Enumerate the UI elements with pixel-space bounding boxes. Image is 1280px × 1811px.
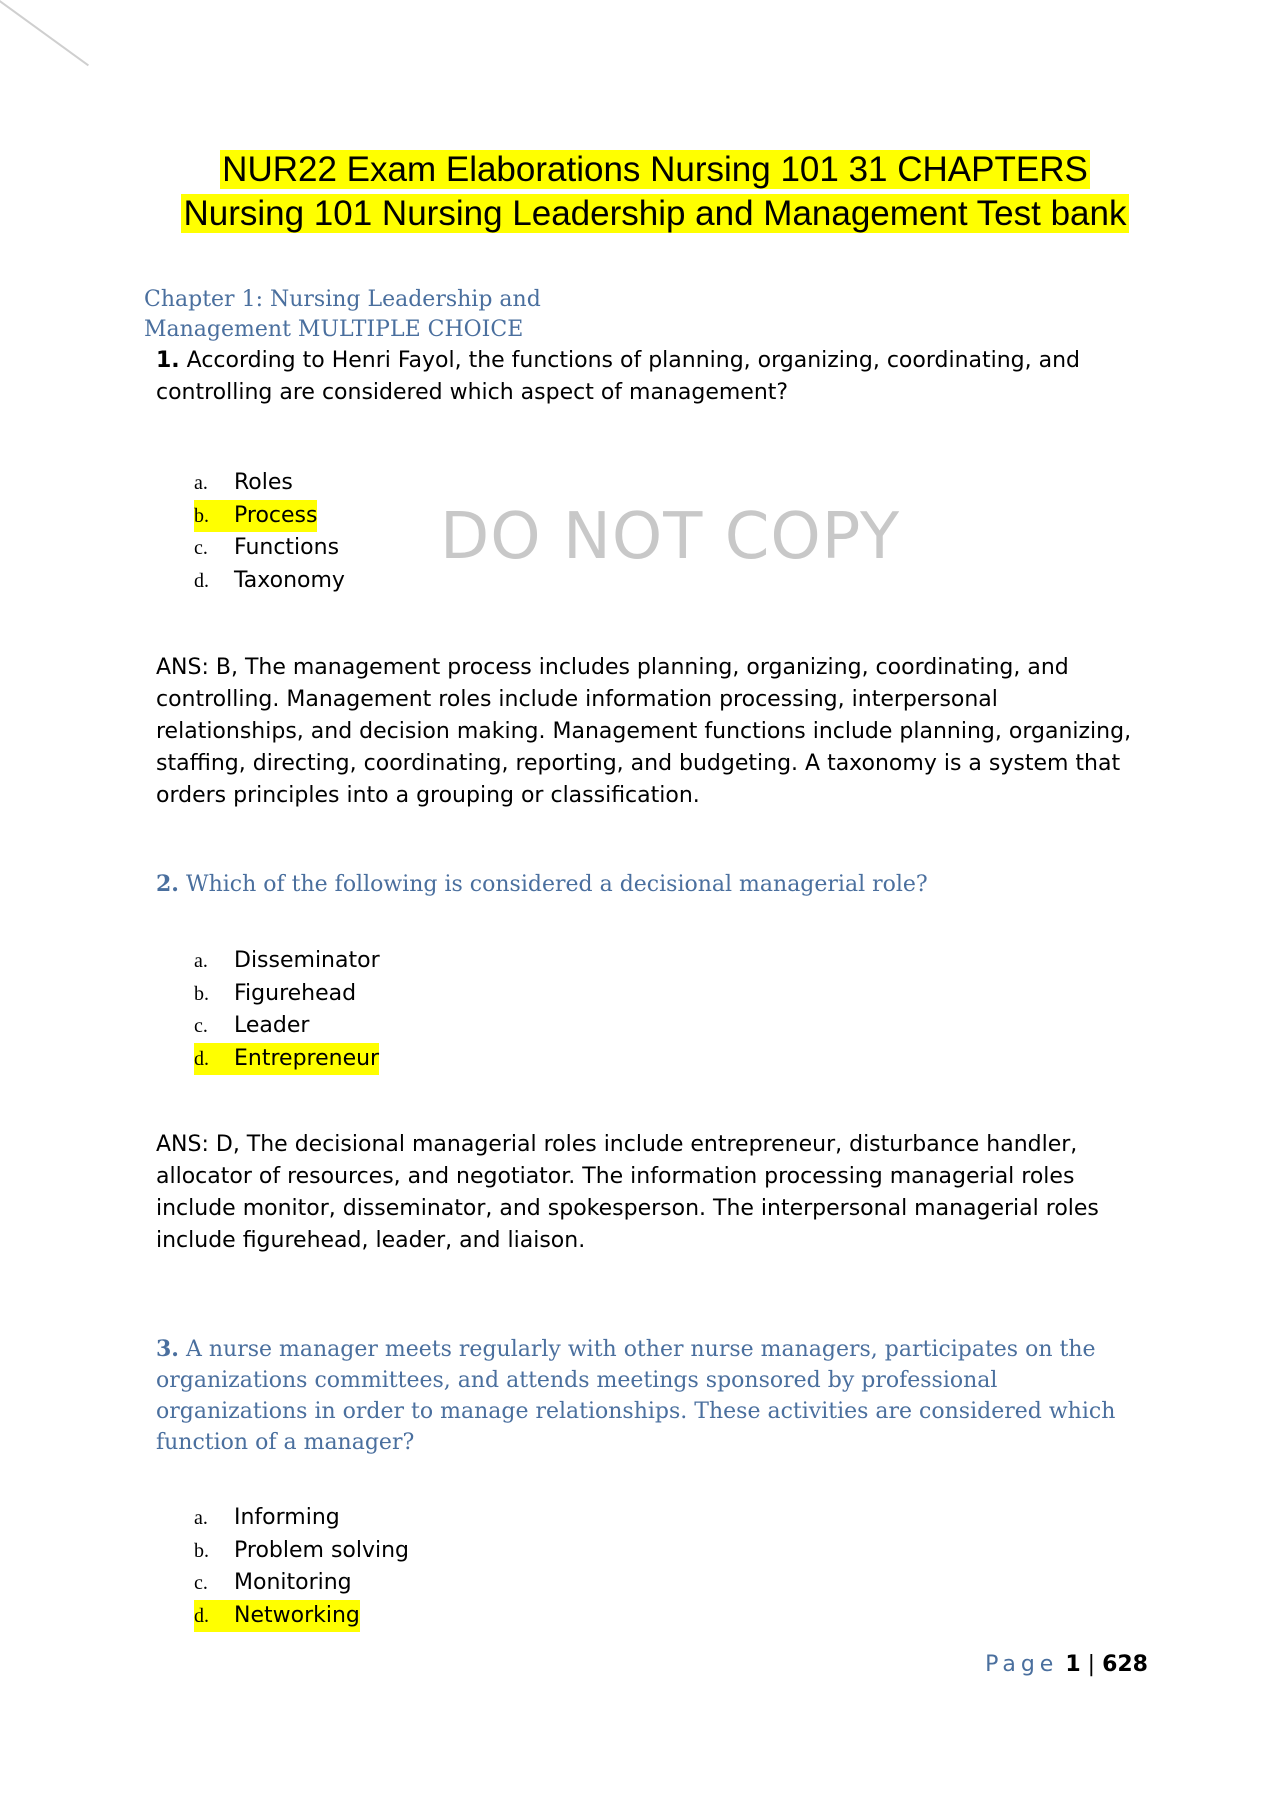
question-1-text: According to Henri Fayol, the functions of planning, organizing, coordinating, and controlling are considered which aspect of management? xyxy=(156,348,1081,405)
question-3 xyxy=(156,1334,1146,1458)
chapter-heading xyxy=(144,285,541,345)
question-2-options xyxy=(194,945,380,1075)
option-item: c. Monitoring xyxy=(194,1570,352,1595)
question-1-answer: ANS: B, The management process includes planning, organizing, coordinating, and controlling. Management roles include information processing, interpersonal relationships, and decision making. Management functions include planning, organizing, staffing, directing, coordinating, reporting, and budgeting. A taxonomy is a system that orders principles into a grouping or classification. xyxy=(156,655,1132,808)
title-line-2: Nursing 101 Nursing Leadership and Management Test bank xyxy=(183,194,1127,233)
page-total: 628 xyxy=(1102,1652,1148,1677)
corner-fold-line xyxy=(0,0,89,66)
option-item: d. Taxonomy xyxy=(194,567,345,593)
option-item: a. Roles xyxy=(194,470,293,495)
option-item: b. Figurehead xyxy=(194,980,357,1006)
page-number: 1 xyxy=(1065,1652,1081,1677)
option-item: c. Leader xyxy=(194,1013,310,1038)
page-label: Page xyxy=(985,1652,1059,1677)
page-footer xyxy=(985,1652,1148,1677)
question-2-answer: ANS: D, The decisional managerial roles include entrepreneur, disturbance handler, allocator of resources, and negotiator. The information processing managerial roles include monitor, disseminator, and spokesperson. The interpersonal managerial roles include figurehead, leader, and liaison. xyxy=(156,1132,1099,1253)
question-3-text: A nurse manager meets regularly with other nurse managers, participates on the organizations committees, and attends meetings sponsored by professional organizations in order to manage relationships. These activities are considered which function of a manager? xyxy=(156,1337,1116,1455)
option-item: b. Problem solving xyxy=(194,1537,410,1563)
option-item: a. Informing xyxy=(194,1505,340,1530)
title-line-1: NUR22 Exam Elaborations Nursing 101 31 CHAPTERS xyxy=(222,150,1088,189)
chapter-heading-line-1: Chapter 1: Nursing Leadership and xyxy=(144,287,541,312)
question-3-options xyxy=(194,1502,409,1632)
page-separator: | xyxy=(1087,1652,1096,1677)
question-2 xyxy=(156,868,1146,901)
option-item-correct: d. Networking xyxy=(194,1600,360,1633)
question-3-number: 3. xyxy=(156,1336,179,1362)
chapter-heading-line-2: Management MULTIPLE CHOICE xyxy=(144,317,524,342)
question-1-options xyxy=(194,467,345,597)
question-2-number: 2. xyxy=(156,871,179,897)
watermark: DO NOT COPY xyxy=(440,500,901,574)
option-item: c. Functions xyxy=(194,535,340,560)
option-item: a. Disseminator xyxy=(194,948,380,973)
question-1 xyxy=(156,345,1146,409)
option-item-correct: d. Entrepreneur xyxy=(194,1043,379,1076)
document-title xyxy=(150,148,1160,236)
question-1-number: 1. xyxy=(156,348,180,373)
option-item-correct: b. Process xyxy=(194,500,317,533)
question-2-text: Which of the following is considered a decisional managerial role? xyxy=(185,872,928,897)
